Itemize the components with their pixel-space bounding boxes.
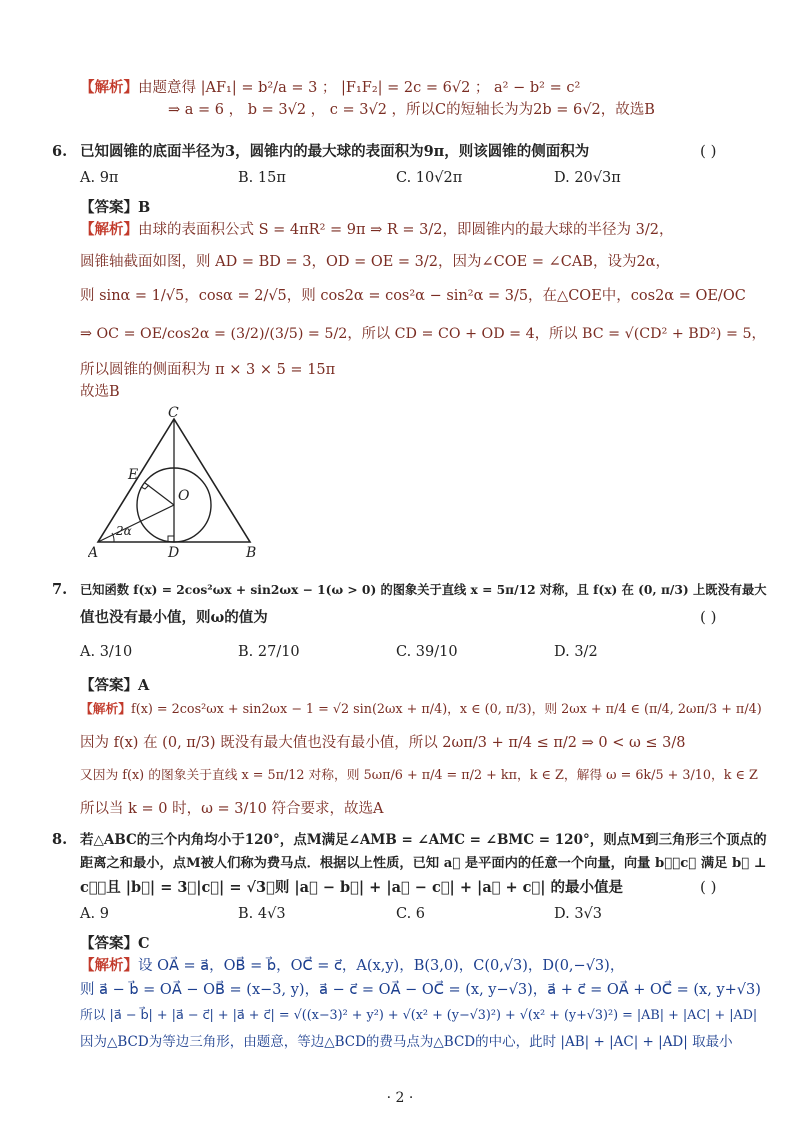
- q8-analysis-line-3: 所以 |a⃗ − b⃗| + |a⃗ − c⃗| + |a⃗ + c⃗| = √((x−3)² + y²) + √(x² + (y−√3)²) + √(x² + (y+√3)²) = |AB| + |AC| + |AD|: [80, 1008, 758, 1023]
- q6-option-b: B. 15π: [238, 170, 286, 186]
- q8-answer-paren: ( ): [700, 878, 717, 896]
- q6-option-d: D. 20√3π: [554, 170, 621, 186]
- q8-analysis-line-2: 则 a⃗ − b⃗ = OA⃗ − OB⃗ = (x−3, y)，a⃗ − c⃗ = OA⃗ − OC⃗ = (x, y−√3)，a⃗ + c⃗ = OA⃗ + OC⃗ = (x, y+√3): [80, 982, 761, 998]
- label-a: A: [88, 545, 99, 560]
- label-e: E: [128, 467, 139, 483]
- analysis-label: 【解析】: [80, 702, 131, 717]
- q7-stem-line-1: 已知函数 f(x) = 2cos²ωx + sin2ωx − 1(ω > 0) 的图象关于直线 x = 5π/12 对称，且 f(x) 在 (0, π/3) 上既没有最大: [80, 582, 767, 597]
- radius-oe: [145, 483, 174, 505]
- q6-analysis-line-5: 所以圆锥的侧面积为 π × 3 × 5 = 15π: [80, 362, 336, 378]
- q8-stem-line-2: 距离之和最小，点M被人们称为费马点．根据以上性质，已知 a⃗ 是平面内的任意一个向量，向量 b⃗，c⃗ 满足 b⃗ ⊥: [80, 856, 767, 871]
- cone-cross-section-figure: [88, 405, 278, 560]
- q8-answer: 【答案】C: [80, 935, 150, 952]
- q6-answer-paren: ( ): [700, 142, 717, 160]
- q6-analysis-line-3: 则 sinα = 1/√5，cosα = 2/√5，则 cos2α = cos²α − sin²α = 3/5，在△COE中，cos2α = OE/OC: [80, 288, 746, 304]
- q8-option-d: D. 3√3: [554, 906, 603, 922]
- q8-option-b: B. 4√3: [238, 906, 286, 922]
- page-number: · 2 ·: [386, 1090, 414, 1106]
- label-b: B: [246, 545, 257, 560]
- q6-answer: 【答案】B: [80, 199, 151, 216]
- analysis-label: 【解析】: [80, 221, 138, 238]
- label-o: O: [178, 488, 190, 504]
- q8-stem-line-3: c⃗，且 |b⃗| = 3，|c⃗| = √3，则 |a⃗ − b⃗| + |a⃗ − c⃗| + |a⃗ + c⃗| 的最小值是: [80, 879, 624, 896]
- q7-option-a: A. 3/10: [80, 644, 133, 660]
- top-analysis-line-2: ⇒ a = 6 ， b = 3√2 ， c = 3√2 ，所以C的短轴长为为2b = 6√2，故选B: [168, 102, 655, 118]
- label-c: C: [168, 405, 179, 421]
- q7-answer-paren: ( ): [700, 608, 717, 626]
- top-analysis-line-1: 【解析】由题意得 |AF₁| = b²/a = 3 ； |F₁F₂| = 2c = 6√2 ； a² − b² = c²: [80, 79, 581, 96]
- q6-option-a: A. 9π: [80, 170, 119, 186]
- q6-analysis-line-4: ⇒ OC = OE/cos2α = (3/2)/(3/5) = 5/2，所以 CD = CO + OD = 4，所以 BC = √(CD² + BD²) = 5，: [80, 326, 766, 342]
- q7-option-b: B. 27/10: [238, 644, 300, 660]
- q8-option-c: C. 6: [396, 906, 426, 922]
- q8-analysis-line-4: 因为△BCD为等边三角形，由题意，等边△BCD的费马点为△BCD的中心，此时 |AB| + |AC| + |AD| 取最小: [80, 1034, 733, 1050]
- analysis-label: 【解析】: [80, 79, 138, 96]
- q8-stem-line-1: 若△ABC的三个内角均小于120°，点M满足∠AMB = ∠AMC = ∠BMC = 120°，则点M到三角形三个顶点的: [80, 832, 767, 848]
- q7-analysis-line-1: 【解析】f(x) = 2cos²ωx + sin2ωx − 1 = √2 sin(2ωx + π/4)，x ∈ (0, π/3)，则 2ωx + π/4 ∈ (π/4, 2ωπ/3 + π/4): [80, 702, 762, 717]
- q7-option-c: C. 39/10: [396, 644, 458, 660]
- q8-number: 8.: [52, 831, 68, 848]
- q7-option-d: D. 3/2: [554, 644, 598, 660]
- q6-analysis-line-2: 圆锥轴截面如图，则 AD = BD = 3，OD = OE = 3/2，因为∠COE = ∠CAB，设为2α，: [80, 254, 670, 270]
- q6-option-c: C. 10√2π: [396, 170, 463, 186]
- label-d: D: [168, 545, 180, 560]
- q7-answer: 【答案】A: [80, 677, 150, 694]
- q7-analysis-line-2: 因为 f(x) 在 (0, π/3) 既没有最大值也没有最小值，所以 2ωπ/3 + π/4 ≤ π/2 ⇒ 0 < ω ≤ 3/8: [80, 735, 686, 751]
- q7-number: 7.: [52, 581, 68, 598]
- q7-stem-line-2: 值也没有最小值，则ω的值为: [80, 609, 268, 626]
- q6-analysis-line-6: 故选B: [80, 384, 120, 400]
- q8-option-a: A. 9: [80, 906, 109, 922]
- q7-analysis-line-3: 又因为 f(x) 的图象关于直线 x = 5π/12 对称，则 5ωπ/6 + π/4 = π/2 + kπ，k ∈ Z，解得 ω = 6k/5 + 3/10，k ∈ Z: [80, 768, 758, 783]
- q6-stem: 已知圆锥的底面半径为3，圆锥内的最大球的表面积为9π，则该圆锥的侧面积为: [80, 143, 590, 160]
- q6-analysis-line-1: 【解析】由球的表面积公式 S = 4πR² = 9π ⇒ R = 3/2，即圆锥内的最大球的半径为 3/2，: [80, 221, 674, 238]
- label-2alpha: 2α: [116, 524, 132, 538]
- q7-analysis-line-4: 所以当 k = 0 时，ω = 3/10 符合要求，故选A: [80, 801, 384, 817]
- q6-number: 6.: [52, 143, 68, 160]
- analysis-label: 【解析】: [80, 957, 138, 974]
- q8-analysis-line-1: 【解析】设 OA⃗ = a⃗，OB⃗ = b⃗，OC⃗ = c⃗，A(x,y)，B(3,0)，C(0,√3)，D(0,−√3)，: [80, 957, 625, 974]
